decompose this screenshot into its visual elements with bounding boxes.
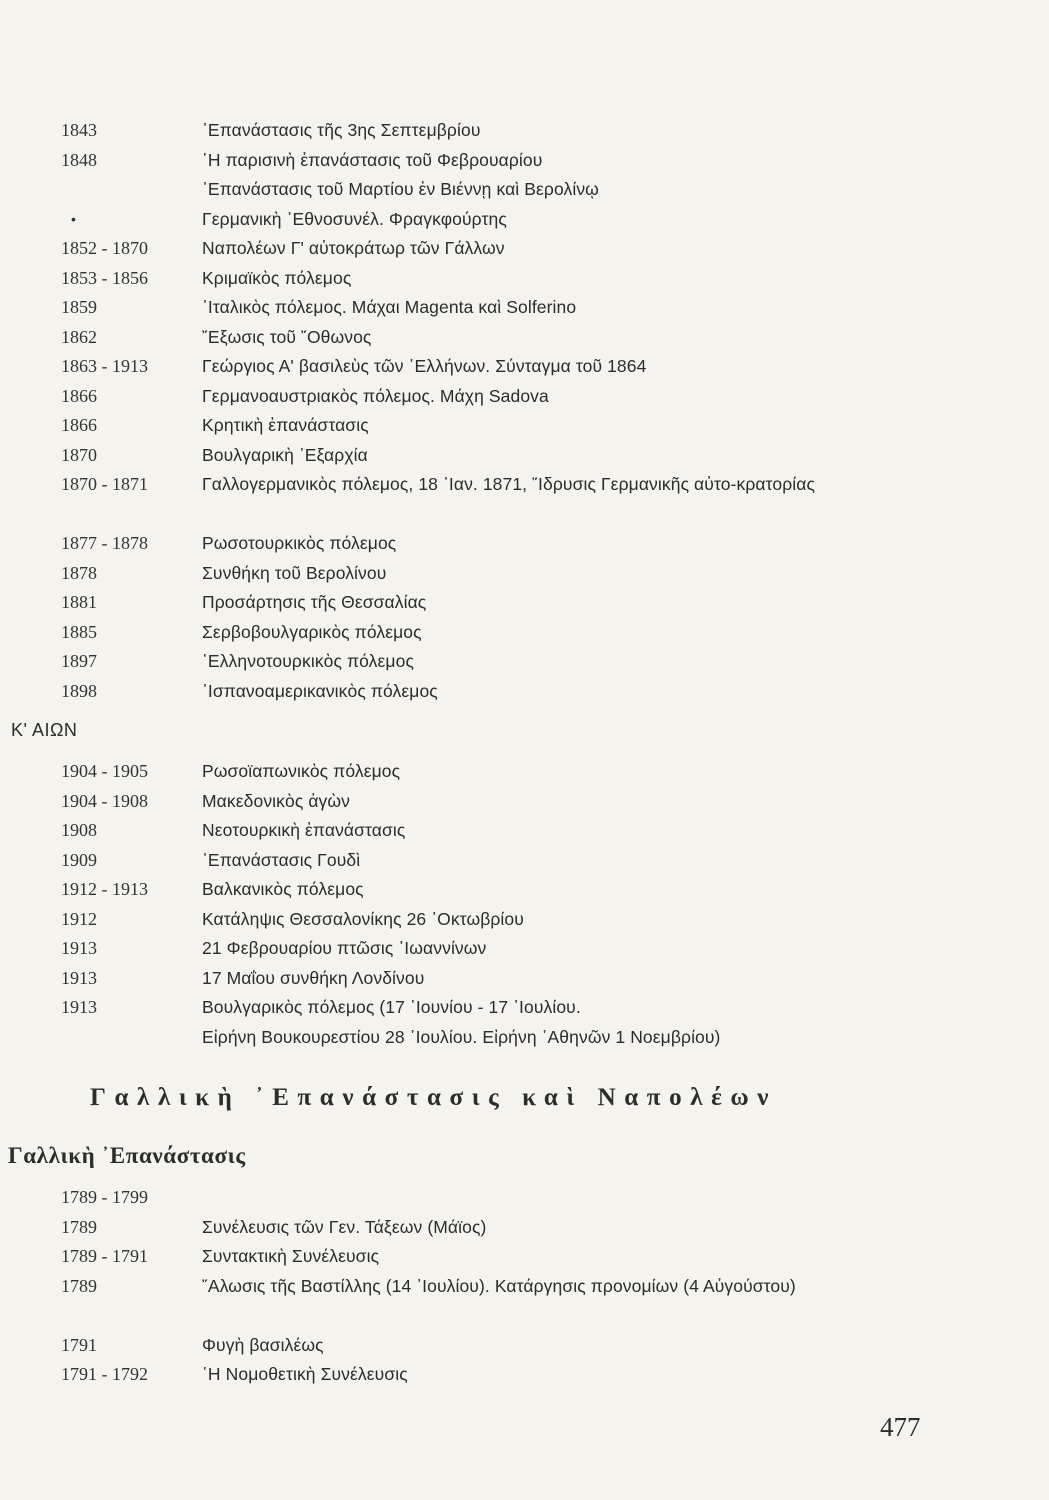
entry-event: ῎Αλωσις τῆς Βαστίλλης (14 ᾿Ιουλίου). Κατάργησις προνομίων (4 Αὐγούστου) — [202, 1275, 796, 1296]
timeline-entry — [0, 677, 1049, 707]
entry-event: Βουλγαρικὴ ᾿Εξαρχία — [202, 444, 368, 465]
entry-event: Κρητικὴ ἐπανάστασις — [202, 415, 369, 435]
timeline-entry — [0, 146, 1049, 176]
timeline-french-revolution — [0, 1183, 1049, 1390]
entry-event: Σερβοβουλγαρικὸς πόλεμος — [202, 621, 422, 642]
entry-date: 1904 - 1905 — [61, 761, 148, 781]
century-heading: Κ' ΑΙΩΝ — [11, 720, 78, 740]
timeline-entry — [0, 559, 1049, 589]
entry-event: Συνέλευσις τῶν Γεν. Τάξεων (Μάϊος) — [202, 1216, 487, 1237]
timeline-entry — [0, 647, 1049, 677]
timeline-entry — [0, 234, 1049, 264]
page-number: 477 — [880, 1412, 921, 1442]
timeline-entry — [0, 441, 1049, 471]
entry-event: Μακεδονικὸς ἀγὼν — [202, 790, 351, 811]
entry-event: ᾿Επανάστασις τοῦ Μαρτίου ἐν Βιέννῃ καὶ Βερολίνῳ — [202, 179, 599, 199]
entry-event: ᾿Ισπανοαμερικανικὸς πόλεμος — [202, 680, 438, 701]
timeline-entry — [0, 816, 1049, 846]
timeline-entry — [0, 1023, 1049, 1053]
entry-date: 1789 - 1799 — [61, 1187, 148, 1207]
timeline-entry — [0, 1272, 1049, 1331]
entry-date: 1912 - 1913 — [61, 879, 148, 899]
timeline-entry — [0, 618, 1049, 648]
subsection-title: Γαλλικὴ ᾿Επανάστασις — [8, 1143, 246, 1168]
bullet-mark: • — [71, 210, 76, 227]
entry-date: 1870 - 1871 — [61, 474, 148, 494]
entry-date: 1852 - 1870 — [61, 238, 148, 258]
entry-event: ῾Η παρισινὴ ἐπανάστασις τοῦ Φεβρουαρίου — [202, 149, 543, 170]
entry-date: 1904 - 1908 — [61, 790, 148, 811]
entry-event: 17 Μαΐου συνθήκη Λονδίνου — [202, 967, 425, 988]
entry-event: Κατάληψις Θεσσαλονίκης 26 ᾿Οκτωβρίου — [202, 908, 524, 929]
entry-event: 21 Φεβρουαρίου πτῶσις ᾿Ιωαννίνων — [202, 938, 487, 958]
timeline-entry — [0, 905, 1049, 935]
entry-date: 1885 — [61, 621, 97, 642]
timeline-entry — [0, 964, 1049, 994]
timeline-entry — [0, 382, 1049, 412]
timeline-entry — [0, 1360, 1049, 1390]
timeline-entry — [0, 846, 1049, 876]
entry-event: Γεώργιος Α' βασιλεὺς τῶν ῾Ελλήνων. Σύνταγμα τοῦ 1864 — [202, 356, 647, 376]
entry-date: 1863 - 1913 — [61, 356, 148, 376]
entry-date: 1898 — [61, 680, 97, 701]
timeline-entry — [0, 264, 1049, 294]
entry-event: Νεοτουρκικὴ ἐπανάστασις — [202, 820, 406, 840]
timeline-entry — [0, 875, 1049, 905]
entry-date: 1862 — [61, 326, 97, 347]
entry-event: Εἰρήνη Βουκουρεστίου 28 ᾿Ιουλίου. Εἰρήνη ᾿Αθηνῶν 1 Νοεμβρίου) — [202, 1026, 721, 1047]
entry-date: 1913 — [61, 967, 97, 988]
entry-event: Ρωσοτουρκικὸς πόλεμος — [202, 533, 397, 553]
timeline-entry — [0, 116, 1049, 146]
entry-date: 1848 — [61, 149, 97, 170]
entry-event: ᾿Ιταλικὸς πόλεμος. Μάχαι Magenta καὶ Solferino — [202, 297, 577, 317]
section-title: Γαλλικὴ ᾿Επανάστασις καὶ Ναπολέων — [90, 1084, 778, 1111]
entry-date: 1789 — [61, 1275, 97, 1296]
entry-event: Γαλλογερμανικὸς πόλεμος, 18 ᾿Ιαν. 1871, ῞Ιδρυσις Γερμανικῆς αὐτο-κρατορίας — [202, 474, 815, 494]
entry-event: ῾Η Νομοθετικὴ Συνέλευσις — [202, 1364, 408, 1384]
entry-event: ῾Ελληνοτουρκικὸς πόλεμος — [202, 651, 414, 671]
entry-event: Γερμανικὴ ᾿Εθνοσυνέλ. Φραγκφούρτης — [202, 208, 507, 229]
timeline-entry — [0, 175, 1049, 205]
timeline-entry — [0, 470, 1049, 529]
entry-event: Συντακτικὴ Συνέλευσις — [202, 1246, 380, 1266]
entry-event: Γερμανοαυστριακὸς πόλεμος. Μάχη Sadova — [202, 385, 549, 406]
entry-date: 1912 — [61, 908, 97, 929]
entry-date: 1881 — [61, 592, 97, 612]
entry-event: Συνθήκη τοῦ Βερολίνου — [202, 562, 387, 583]
entry-date: 1909 — [61, 849, 97, 870]
entry-date: 1897 — [61, 651, 97, 671]
entry-event: Βαλκανικὸς πόλεμος — [202, 879, 364, 899]
timeline-entry — [0, 323, 1049, 353]
entry-event: Προσάρτησις τῆς Θεσσαλίας — [202, 592, 427, 612]
timeline-entry — [0, 205, 1049, 235]
timeline-entry — [0, 1183, 1049, 1213]
entry-date: 1870 — [61, 444, 97, 465]
entry-event: Ρωσοϊαπωνικὸς πόλεμος — [202, 761, 401, 781]
timeline-entry — [0, 934, 1049, 964]
timeline-20th-century — [0, 757, 1049, 1052]
timeline-entry — [0, 1213, 1049, 1243]
entry-date: 1843 — [61, 120, 97, 140]
timeline-entry — [0, 293, 1049, 323]
entry-date: 1913 — [61, 938, 97, 958]
timeline-entry — [0, 588, 1049, 618]
entry-date: 1866 — [61, 385, 97, 406]
entry-date: 1853 - 1856 — [61, 267, 148, 288]
timeline-entry — [0, 529, 1049, 559]
entry-date: 1913 — [61, 997, 97, 1017]
entry-date: 1789 - 1791 — [61, 1246, 148, 1266]
entry-date: 1877 - 1878 — [61, 533, 148, 553]
timeline-19th-century — [0, 116, 1049, 706]
entry-date: 1791 — [61, 1334, 97, 1355]
entry-event: Κριμαϊκὸς πόλεμος — [202, 267, 352, 288]
entry-event: Φυγὴ βασιλέως — [202, 1334, 324, 1355]
entry-event: Βουλγαρικὸς πόλεμος (17 ᾿Ιουνίου - 17 ᾿Ιουλίου. — [202, 997, 581, 1017]
timeline-entry — [0, 787, 1049, 817]
timeline-entry — [0, 352, 1049, 382]
entry-event: ᾿Επανάστασις τῆς 3ης Σεπτεμβρίου — [202, 120, 481, 140]
entry-date: 1878 — [61, 562, 97, 583]
entry-date: 1859 — [61, 297, 97, 317]
timeline-entry — [0, 757, 1049, 787]
entry-date: 1866 — [61, 415, 97, 435]
entry-date: 1791 - 1792 — [61, 1364, 148, 1384]
entry-event: ᾿Επανάστασις Γουδὶ — [202, 849, 361, 870]
entry-date: 1789 — [61, 1216, 97, 1237]
entry-event: ῎Εξωσις τοῦ ῎Οθωνος — [202, 326, 372, 347]
timeline-entry — [0, 993, 1049, 1023]
timeline-entry — [0, 1242, 1049, 1272]
entry-event: Ναπολέων Γ' αὐτοκράτωρ τῶν Γάλλων — [202, 238, 505, 258]
timeline-entry — [0, 1331, 1049, 1361]
entry-date: 1908 — [61, 820, 97, 840]
timeline-entry — [0, 411, 1049, 441]
